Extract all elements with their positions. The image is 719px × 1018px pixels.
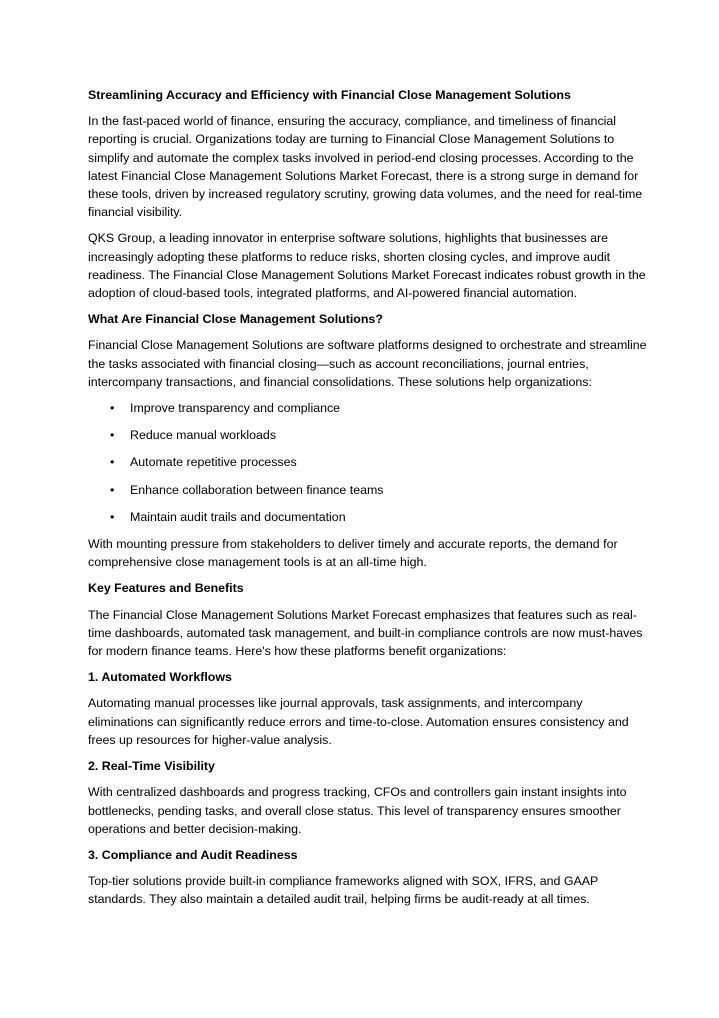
subsection-heading: 3. Compliance and Audit Readiness [88,847,298,862]
list-item-text: Reduce manual workloads [130,428,277,443]
list-item-text: Improve transparency and compliance [130,401,341,416]
bullet-icon: • [110,401,115,416]
list-item [88,481,648,499]
section-heading-what: What Are Financial Close Management Solutions? [88,312,383,327]
subsection-paragraph: Top-tier solutions provide built-in compliance frameworks aligned with SOX, IFRS, and GAAP standards. They also maintain a detailed audit trail, helping firms be audit-ready at all times. [88,874,599,907]
subsection-heading: 1. Automated Workflows [88,670,232,685]
document-title: Streamlining Accuracy and Efficiency with Financial Close Management Solutions [88,88,571,102]
list-item-text: Automate repetitive processes [130,455,297,470]
closing-paragraph-what: With mounting pressure from stakeholders to deliver timely and accurate reports, the demand for comprehensive close management tools is at an all-time high. [88,537,618,570]
list-item [88,453,648,471]
intro-paragraph: QKS Group, a leading innovator in enterprise software solutions, highlights that businesses are increasingly adopting these platforms to reduce risks, shorten closing cycles, and improve audit readiness. The Financial Close Management Solutions Market Forecast indicates robust growth in the adoption of cloud-based tools, integrated platforms, and AI-powered financial automation. [88,231,646,301]
bullet-icon: • [110,428,115,443]
list-item-text: Maintain audit trails and documentation [130,509,346,524]
list-item [88,508,648,526]
benefits-list [88,399,648,526]
list-item [88,399,648,417]
section-paragraph-features: The Financial Close Management Solutions Market Forecast emphasizes that features such as real-time dashboards, automated task management, and built-in compliance controls are now must-haves for modern finance teams. Here's how these platforms benefit organizations: [88,607,643,659]
section-heading-features: Key Features and Benefits [88,581,244,596]
section-paragraph-what: Financial Close Management Solutions are software platforms designed to orchestrate and streamline the tasks associated with financial closing—such as account reconciliations, journal entries, intercompany transactions, and financial consolidations. These solutions help organizations: [88,338,647,389]
bullet-icon: • [110,482,115,497]
list-item [88,426,648,444]
list-item-text: Enhance collaboration between finance teams [130,482,384,497]
bullet-icon: • [110,509,115,524]
subsection-heading: 2. Real-Time Visibility [88,759,215,774]
subsection-paragraph: With centralized dashboards and progress tracking, CFOs and controllers gain instant insights into bottlenecks, pending tasks, and overall close status. This level of transparency ensures smoother operations and better decision-making. [88,785,627,836]
document-page [88,86,648,917]
subsection-paragraph: Automating manual processes like journal approvals, task assignments, and intercompany eliminations can significantly reduce errors and time-to-close. Automation ensures consistency and frees up resources for higher-value analysis. [88,696,629,747]
bullet-icon: • [110,455,115,470]
intro-paragraph: In the fast-paced world of finance, ensuring the accuracy, compliance, and timeliness of financial reporting is crucial. Organizations today are turning to Financial Close Management Solutions to simplify and automate the complex tasks involved in period-end closing processes. According to the latest Financial Close Management Solutions Market Forecast, there is a strong surge in demand for these tools, driven by increased regulatory scrutiny, growing data volumes, and the need for real-time financial visibility. [88,114,643,220]
